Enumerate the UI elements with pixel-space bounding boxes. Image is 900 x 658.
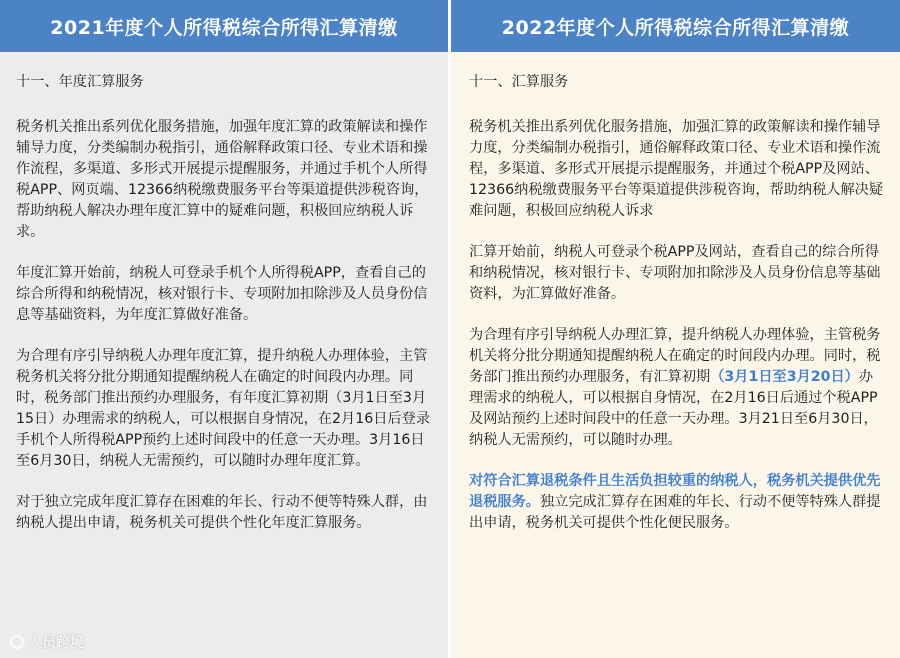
paragraph-2022-3	[469, 325, 886, 451]
paragraph-2022-3-text-a: 为合理有序引导纳税人办理汇算，提升纳税人办理体验，主管税务机关将分批分期通知提醒纳税人在确定的时间段内办理。同时，税务部门推出预约办理服务，有汇算初期	[469, 327, 881, 385]
section-title-2022: 十一、汇算服务	[469, 74, 569, 90]
column-body-2022	[451, 52, 900, 534]
watermark-logo-icon	[10, 635, 24, 649]
watermark-text: 人员跨境	[28, 635, 84, 651]
column-2021	[0, 0, 448, 658]
column-header-2022: 2022年度个人所得税综合所得汇算清缴	[451, 0, 900, 52]
column-header-2021: 2021年度个人所得税综合所得汇算清缴	[0, 0, 448, 52]
paragraph-2021-4: 对于独立完成年度汇算存在困难的年长、行动不便等特殊人群，由纳税人提出申请，税务机关可提供个性化年度汇算服务。	[16, 494, 428, 531]
date-range-highlight: （3月1日至3月20日）	[710, 369, 859, 385]
priority-refund-highlight: 对符合汇算退税条件且生活负担较重的纳税人，税务机关提供优先退税服务。	[469, 473, 881, 510]
paragraph-2022-1: 税务机关推出系列优化服务措施，加强汇算的政策解读和操作辅导力度，分类编制办税指引，通俗解释政策口径、专业术语和操作流程，多渠道、多形式开展提示提醒服务，并通过个税APP及网站、12366纳税缴费服务平台等渠道提供涉税咨询，帮助纳税人解决疑难问题，积极回应纳税人诉求	[469, 119, 884, 219]
section-title-2021: 十一、年度汇算服务	[16, 74, 144, 90]
paragraph-2022-4	[469, 471, 886, 534]
paragraph-2021-2: 年度汇算开始前，纳税人可登录手机个人所得税APP，查看自己的综合所得和纳税情况，核对银行卡、专项附加扣除涉及人员身份信息等基础资料，为年度汇算做好准备。	[16, 265, 428, 323]
column-2022	[451, 0, 900, 658]
paragraph-2021-3: 为合理有序引导纳税人办理年度汇算，提升纳税人办理体验，主管税务机关将分批分期通知提醒纳税人在确定的时间段内办理。同时，税务部门推出预约办理服务，有年度汇算初期（3月1日至3月15日）办理需求的纳税人，可以根据自身情况，在2月16日后登录手机个人所得税APP预约上述时间段中的任意一天办理。3月16日至6月30日，纳税人无需预约，可以随时办理年度汇算。	[16, 348, 431, 469]
paragraph-2021-1: 税务机关推出系列优化服务措施，加强年度汇算的政策解读和操作辅导力度，分类编制办税指引，通俗解释政策口径、专业术语和操作流程，多渠道、多形式开展提示提醒服务，并通过手机个人所得税APP、网页端、12366纳税缴费服务平台等渠道提供涉税咨询，帮助纳税人解决办理年度汇算中的疑难问题，积极回应纳税人诉求。	[16, 119, 429, 240]
column-body-2021	[0, 52, 448, 534]
paragraph-2022-3-text-b: 办理需求的纳税人，可以根据自身情况，在2月16日后通过个税APP及网站预约上述时间段中的任意一天办理。3月21日至6月30日，纳税人无需预约，可以随时办理。	[469, 369, 878, 448]
paragraph-2022-2: 汇算开始前，纳税人可登录个税APP及网站，查看自己的综合所得和纳税情况，核对银行卡、专项附加扣除涉及人员身份信息等基础资料，为汇算做好准备。	[469, 244, 881, 302]
watermark	[10, 632, 84, 652]
paragraph-2022-4-text: 独立完成汇算存在困难的年长、行动不便等特殊人群提出申请，税务机关可提供个性化便民服务。	[469, 494, 881, 531]
